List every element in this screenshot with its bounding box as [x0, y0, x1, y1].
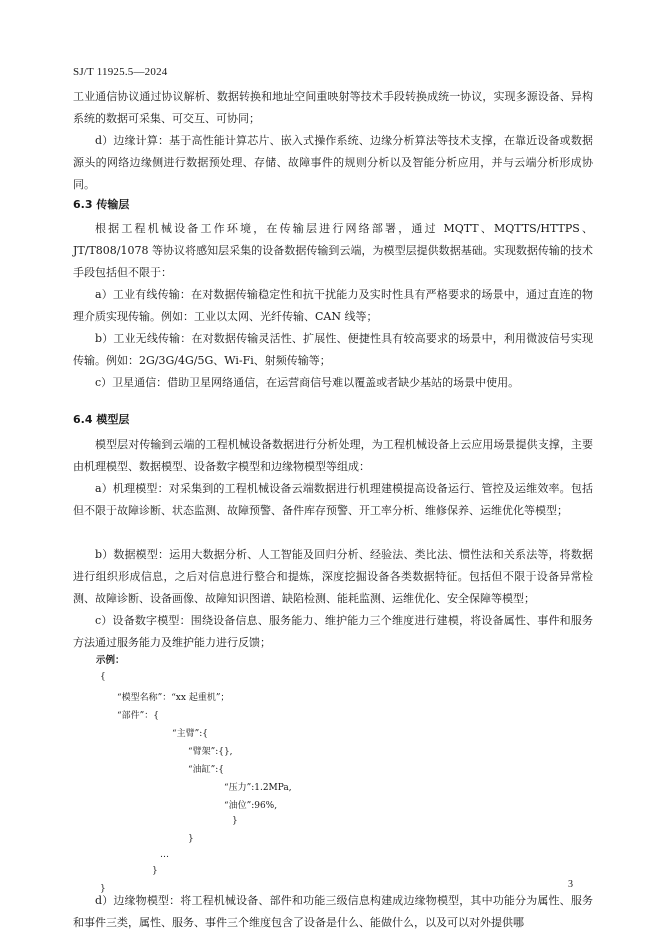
code-line: } [232, 816, 238, 826]
list-item-edge-thing-model: d）边缘物模型：将工程机械设备、部件和功能三级信息构建成边缘物模型，其中功能分为属性、服务和事件三类，属性、服务、事件三个维度包含了设备是什么、能做什么，以及可以对外提供哪 [73, 894, 593, 929]
code-line: “油位”:96%, [224, 801, 278, 811]
paragraph-model-layer: 模型层对传输到云端的工程机械设备数据进行分析处理，为工程机械设备上云应用场景提供支撑，主要由机理模型、数据模型、设备数字模型和边缘物模型等组成： [73, 438, 593, 473]
code-line: } [100, 884, 106, 894]
code-line: “压力”:1.2MPa, [224, 783, 292, 793]
code-line: “臂架”:{}, [188, 747, 233, 757]
code-line: “油缸”:{ [188, 765, 224, 775]
code-line: } [152, 866, 158, 876]
standard-number: SJ/T 11925.5—2024 [73, 66, 168, 78]
code-line: { [100, 672, 106, 682]
paragraph-protocol-conversion: 工业通信协议通过协议解析、数据转换和地址空间重映射等技术手段转换成统一协议，实现多源设备、异构系统的数据可采集、可交互、可协同； [73, 90, 593, 125]
section-heading-6-3: 6.3 传输层 [73, 198, 130, 211]
code-line: “模型名称”：“xx 起重机”； [117, 693, 230, 703]
list-item-wired-transmission: a）工业有线传输：在对数据传输稳定性和抗干扰能力及实时性具有严格要求的场景中，通过直连的物理介质实现传输。例如：工业以太网、光纤传输、CAN 线等； [73, 288, 593, 323]
list-item-mechanism-model: a）机理模型：对采集到的工程机械设备云端数据进行机理建模提高设备运行、管控及运维效率。包括但不限于故障诊断、状态监测、故障预警、备件库存预警、开工率分析、维修保养、运维优化等模型； [73, 482, 593, 517]
list-item-edge-computing: d）边缘计算：基于高性能计算芯片、嵌入式操作系统、边缘分析算法等技术支撑，在靠近设备或数据源头的网络边缘侧进行数据预处理、存储、故障事件的规则分析以及智能分析应用，并与云端分析形成协同。 [73, 134, 593, 191]
list-item-wireless-transmission: b）工业无线传输：在对数据传输灵活性、扩展性、便捷性具有较高要求的场景中，利用微波信号实现传输。例如：2G/3G/4G/5G、Wi-Fi、射频传输等； [73, 332, 593, 367]
paragraph-transport-layer: 根据工程机械设备工作环境，在传输层进行网络部署，通过 MQTT、MQTTS/HTTPS、JT/T808/1078 等协议将感知层采集的设备数据传输到云端，为模型层提供数据基础。实现数据传输的技术手段包括但不限于： [73, 222, 593, 279]
code-line: } [188, 834, 194, 844]
code-line: … [160, 850, 169, 860]
list-item-device-digital-model: c）设备数字模型：围绕设备信息、服务能力、维护能力三个维度进行建模，将设备属性、事件和服务方法通过服务能力及维护能力进行反馈； [73, 614, 593, 649]
example-label: 示例： [96, 655, 125, 666]
list-item-satellite: c）卫星通信：借助卫星网络通信，在运营商信号难以覆盖或者缺少基站的场景中使用。 [95, 376, 520, 389]
section-heading-6-4: 6.4 模型层 [73, 413, 130, 426]
code-line: “部件”：{ [117, 711, 159, 721]
list-item-data-model: b）数据模型：运用大数据分析、人工智能及回归分析、经验法、类比法、惯性法和关系法等，将数据进行组织形成信息，之后对信息进行整合和提炼，深度挖掘设备各类数据特征。包括但不限于设备异常检测、故障诊断、设备画像、故障知识图谱、缺陷检测、能耗监测、运维优化、安全保障等模型； [73, 548, 593, 605]
code-line: “主臂”:{ [172, 729, 208, 739]
page-number: 3 [568, 879, 573, 890]
